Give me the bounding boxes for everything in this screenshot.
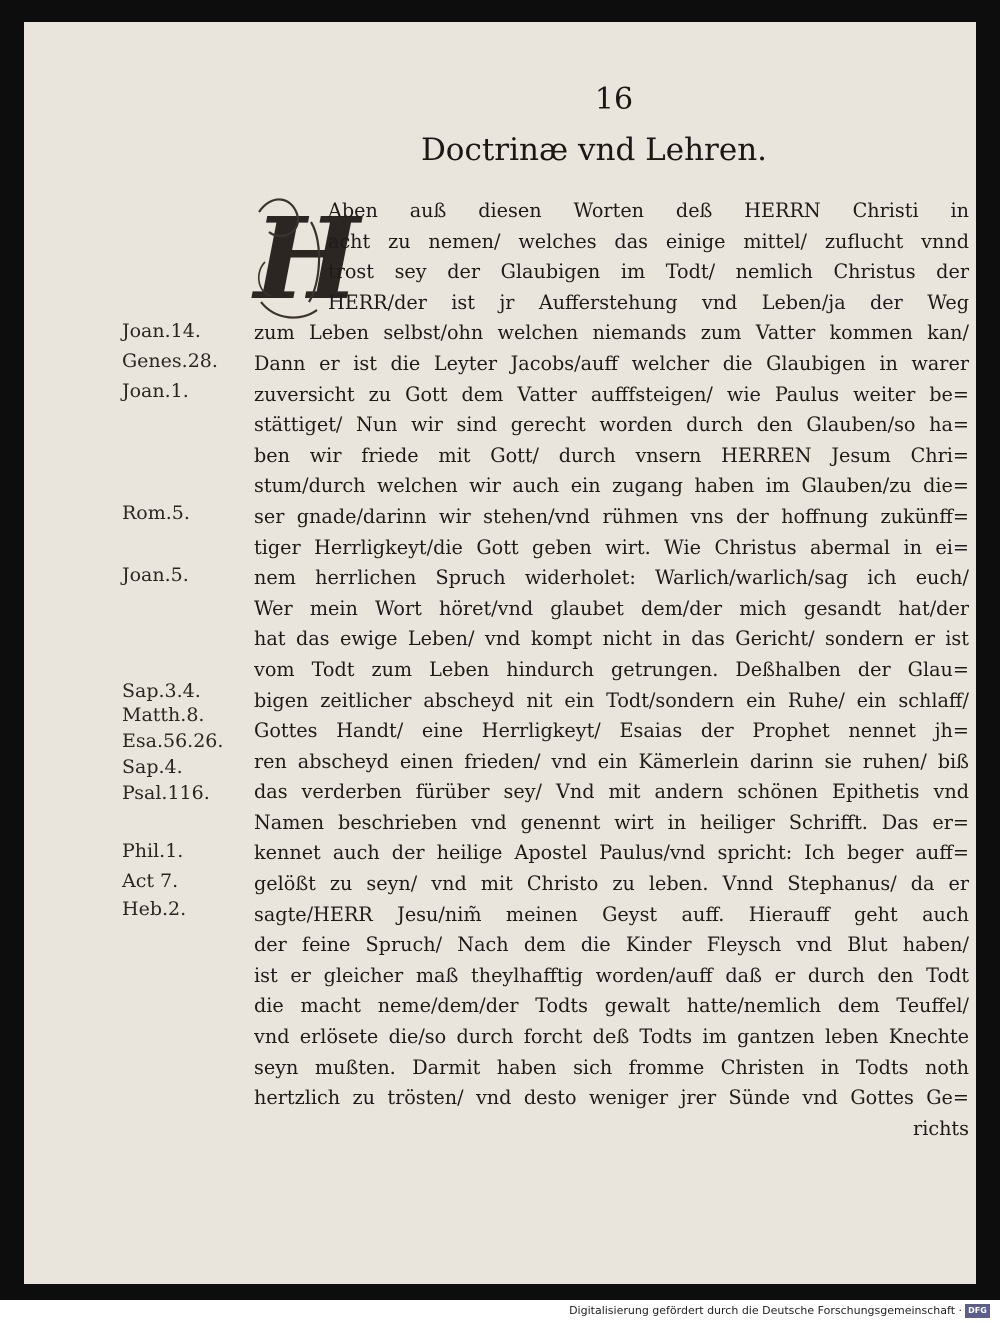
text-line-1: Aben auß diesen Worten deß HERRN Christi in: [328, 199, 969, 222]
marginal-reference: Matth.8.: [122, 704, 205, 726]
footer-bar: [0, 1300, 1000, 1323]
text-line-10: stum/durch welchen wir auch ein zugang haben im Glauben/zu die=: [254, 474, 969, 498]
text-line-20: das verderben fürüber sey/ Vnd mit andern schönen Epithetis vnd: [254, 780, 969, 804]
text-line-2: acht zu nemen/ welches das einige mittel/ zuflucht vnnd: [328, 229, 969, 253]
dfg-logo-icon: DFG: [965, 1304, 990, 1318]
marginal-reference: Rom.5.: [122, 502, 190, 524]
marginal-reference: Genes.28.: [122, 350, 218, 372]
catchword: richts: [913, 1116, 969, 1140]
marginal-reference: Joan.1.: [122, 380, 189, 402]
text-line-11: ser gnade/darinn wir stehen/vnd rühmen vns der hoffnung zukünff=: [254, 504, 969, 528]
marginal-reference: Act 7.: [122, 870, 179, 892]
marginal-reference: Sap.4.: [122, 756, 183, 778]
text-line-27: die macht neme/dem/der Todts gewalt hatte/nemlich dem Teuffel/: [254, 994, 969, 1018]
page-number: 16: [594, 82, 634, 117]
text-line-16: vom Todt zum Leben hindurch getrungen. Deßhalben der Glau=: [254, 657, 969, 681]
text-line-17: bigen zeitlicher abscheyd nit ein Todt/sondern ein Ruhe/ ein schlaff/: [254, 688, 969, 712]
decorated-initial: H: [254, 194, 360, 325]
page-sheet: [24, 22, 976, 1284]
marginal-reference: Heb.2.: [122, 898, 187, 920]
text-line-26: ist er gleicher maß theylhafftig worden/auff daß er durch den Todt: [254, 963, 969, 987]
text-line-15: hat das ewige Leben/ vnd kompt nicht in das Gericht/ sondern er ist: [254, 627, 969, 651]
text-line-25: der feine Spruch/ Nach dem die Kinder Fleysch vnd Blut haben/: [254, 933, 969, 957]
text-line-19: ren abscheyd einen frieden/ vnd ein Kämerlein darinn sie ruhen/ biß: [254, 749, 969, 773]
text-line-5: zum Leben selbst/ohn welchen niemands zum Vatter kommen kan/: [254, 321, 969, 345]
text-line-4: HERR/der ist jr Aufferstehung vnd Leben/ja der Weg: [328, 290, 969, 314]
body-text: [254, 196, 969, 1144]
text-line-21: Namen beschrieben vnd genennt wirt in heiliger Schrifft. Das er=: [254, 810, 969, 834]
marginal-reference: Sap.3.4.: [122, 680, 201, 702]
text-line-28: vnd erlösete die/so durch forcht deß Todts im gantzen leben Knechte: [254, 1025, 969, 1049]
marginal-reference: Psal.116.: [122, 782, 210, 804]
text-line-18: Gottes Handt/ eine Herrligkeyt/ Esaias der Prophet nennet jh=: [254, 719, 969, 743]
page-title: Doctrinæ vnd Lehren.: [420, 132, 768, 168]
text-line-23: gelößt zu seyn/ vnd mit Christo zu leben. Vnnd Stephanus/ da er: [254, 872, 969, 896]
text-line-30: hertzlich zu trösten/ vnd desto weniger jrer Sünde vnd Gottes Ge=: [254, 1086, 969, 1110]
marginal-reference: Esa.56.26.: [122, 730, 224, 752]
text-line-24: sagte/HERR Jesu/nim̃ meinen Geyst auff. Hierauff geht auch: [254, 902, 969, 926]
text-line-13: nem herrlichen Spruch widerholet: Warlich/warlich/sag ich euch/: [254, 566, 969, 590]
funding-note: Digitalisierung gefördert durch die Deutsche Forschungsgemeinschaft ·: [569, 1304, 962, 1317]
text-line-7: zuversicht zu Gott dem Vatter aufffsteigen/ wie Paulus weiter be=: [254, 382, 969, 406]
text-line-12: tiger Herrligkeyt/die Gott geben wirt. Wie Christus abermal in ei=: [254, 535, 969, 559]
marginal-reference: Phil.1.: [122, 840, 184, 862]
marginal-reference: Joan.5.: [122, 564, 189, 586]
text-line-3: trost sey der Glaubigen im Todt/ nemlich Christus der: [328, 260, 969, 284]
text-line-9: ben wir friede mit Gott/ durch vnsern HERREN Jesum Chri=: [254, 443, 969, 467]
text-line-8: stättiget/ Nun wir sind gerecht worden durch den Glauben/so ha=: [254, 413, 969, 437]
text-line-29: seyn mußten. Darmit haben sich fromme Christen in Todts noth: [254, 1055, 969, 1079]
marginal-reference: Joan.14.: [122, 320, 201, 342]
text-line-22: kennet auch der heilige Apostel Paulus/vnd spricht: Ich beger auff=: [254, 841, 969, 865]
text-line-6: Dann er ist die Leyter Jacobs/auff welcher die Glaubigen in warer: [254, 351, 969, 375]
text-line-14: Wer mein Wort höret/vnd glaubet dem/der mich gesandt hat/der: [254, 596, 969, 620]
